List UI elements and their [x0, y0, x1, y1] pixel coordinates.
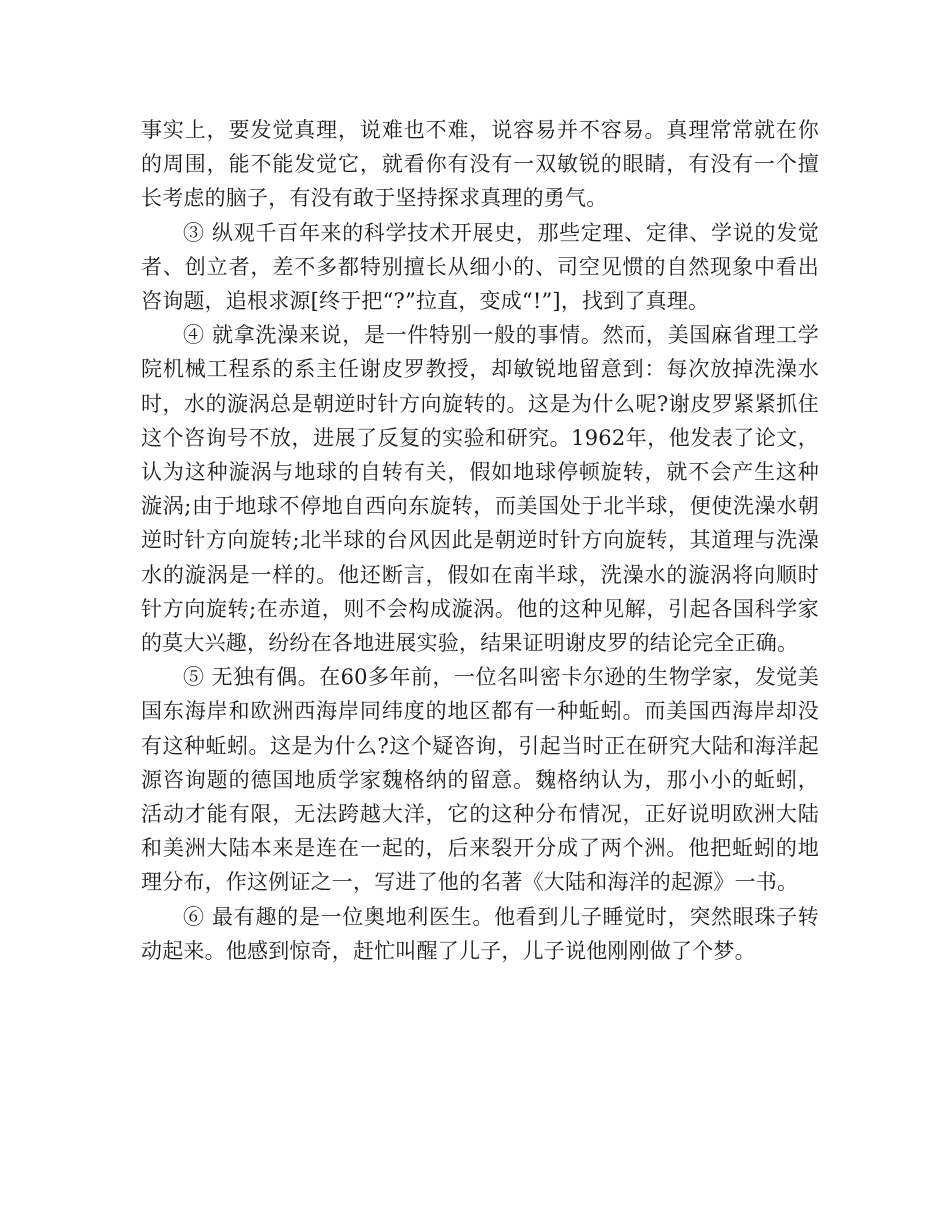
- paragraph-6-austrian-doctor: ⑥ 最有趣的是一位奥地利医生。他看到儿子睡觉时，突然眼珠子转动起来。他感到惊奇，赶忙叫醒了儿子，儿子说他刚刚做了个梦。: [141, 904, 819, 963]
- paragraph-3-science-history: ③ 纵观千百年来的科学技术开展史，那些定理、定律、学说的发觉者、创立者，差不多都特别擅长从细小的、司空见惯的自然现象中看出咨询题，追根求源[终于把“?”拉直，变成“!”]，找到了真理。: [141, 220, 819, 314]
- paragraph-truth-intro: 事实上，要发觉真理，说难也不难，说容易并不容易。真理常常就在你的周围，能不能发觉它，就看你有没有一双敏锐的眼睛，有没有一个擅长考虑的脑子，有没有敢于坚持探求真理的勇气。: [141, 118, 819, 211]
- document-body: [141, 113, 819, 968]
- paragraph-4-bath-vortex: ④ 就拿洗澡来说，是一件特别一般的事情。然而，美国麻省理工学院机械工程系的系主任谢皮罗教授，却敏锐地留意到：每次放掉洗澡水时，水的漩涡总是朝逆时针方向旋转的。这是为什么呢?谢皮罗紧紧抓住这个咨询号不放，进展了反复的实验和研究。1962年，他发表了论文，认为这种漩涡与地球的自转有关，假如地球停顿旋转，就不会产生这种漩涡;由于地球不停地自西向东旋转，而美国处于北半球，便使洗澡水朝逆时针方向旋转;北半球的台风因此是朝逆时针方向旋转，其道理与洗澡水的漩涡是一样的。他还断言，假如在南半球，洗澡水的漩涡将向顺时针方向旋转;在赤道，则不会构成漩涡。他的这种见解，引起各国科学家的莫大兴趣，纷纷在各地进展实验，结果证明谢皮罗的结论完全正确。: [141, 323, 819, 656]
- paragraph-5-earthworm: ⑤ 无独有偶。在60多年前，一位名叫密卡尔逊的生物学家，发觉美国东海岸和欧洲西海岸同纬度的地区都有一种蚯蚓。而美国西海岸却没有这种蚯蚓。这是为什么?这个疑咨询，引起当时正在研究大陆和海洋起源咨询题的德国地质学家魏格纳的留意。魏格纳认为，那小小的蚯蚓，活动才能有限，无法跨越大洋，它的这种分布情况，正好说明欧洲大陆和美洲大陆本来是连在一起的，后来裂开分成了两个洲。他把蚯蚓的地理分布，作这例证之一，写进了他的名著《大陆和海洋的起源》一书。: [141, 665, 819, 895]
